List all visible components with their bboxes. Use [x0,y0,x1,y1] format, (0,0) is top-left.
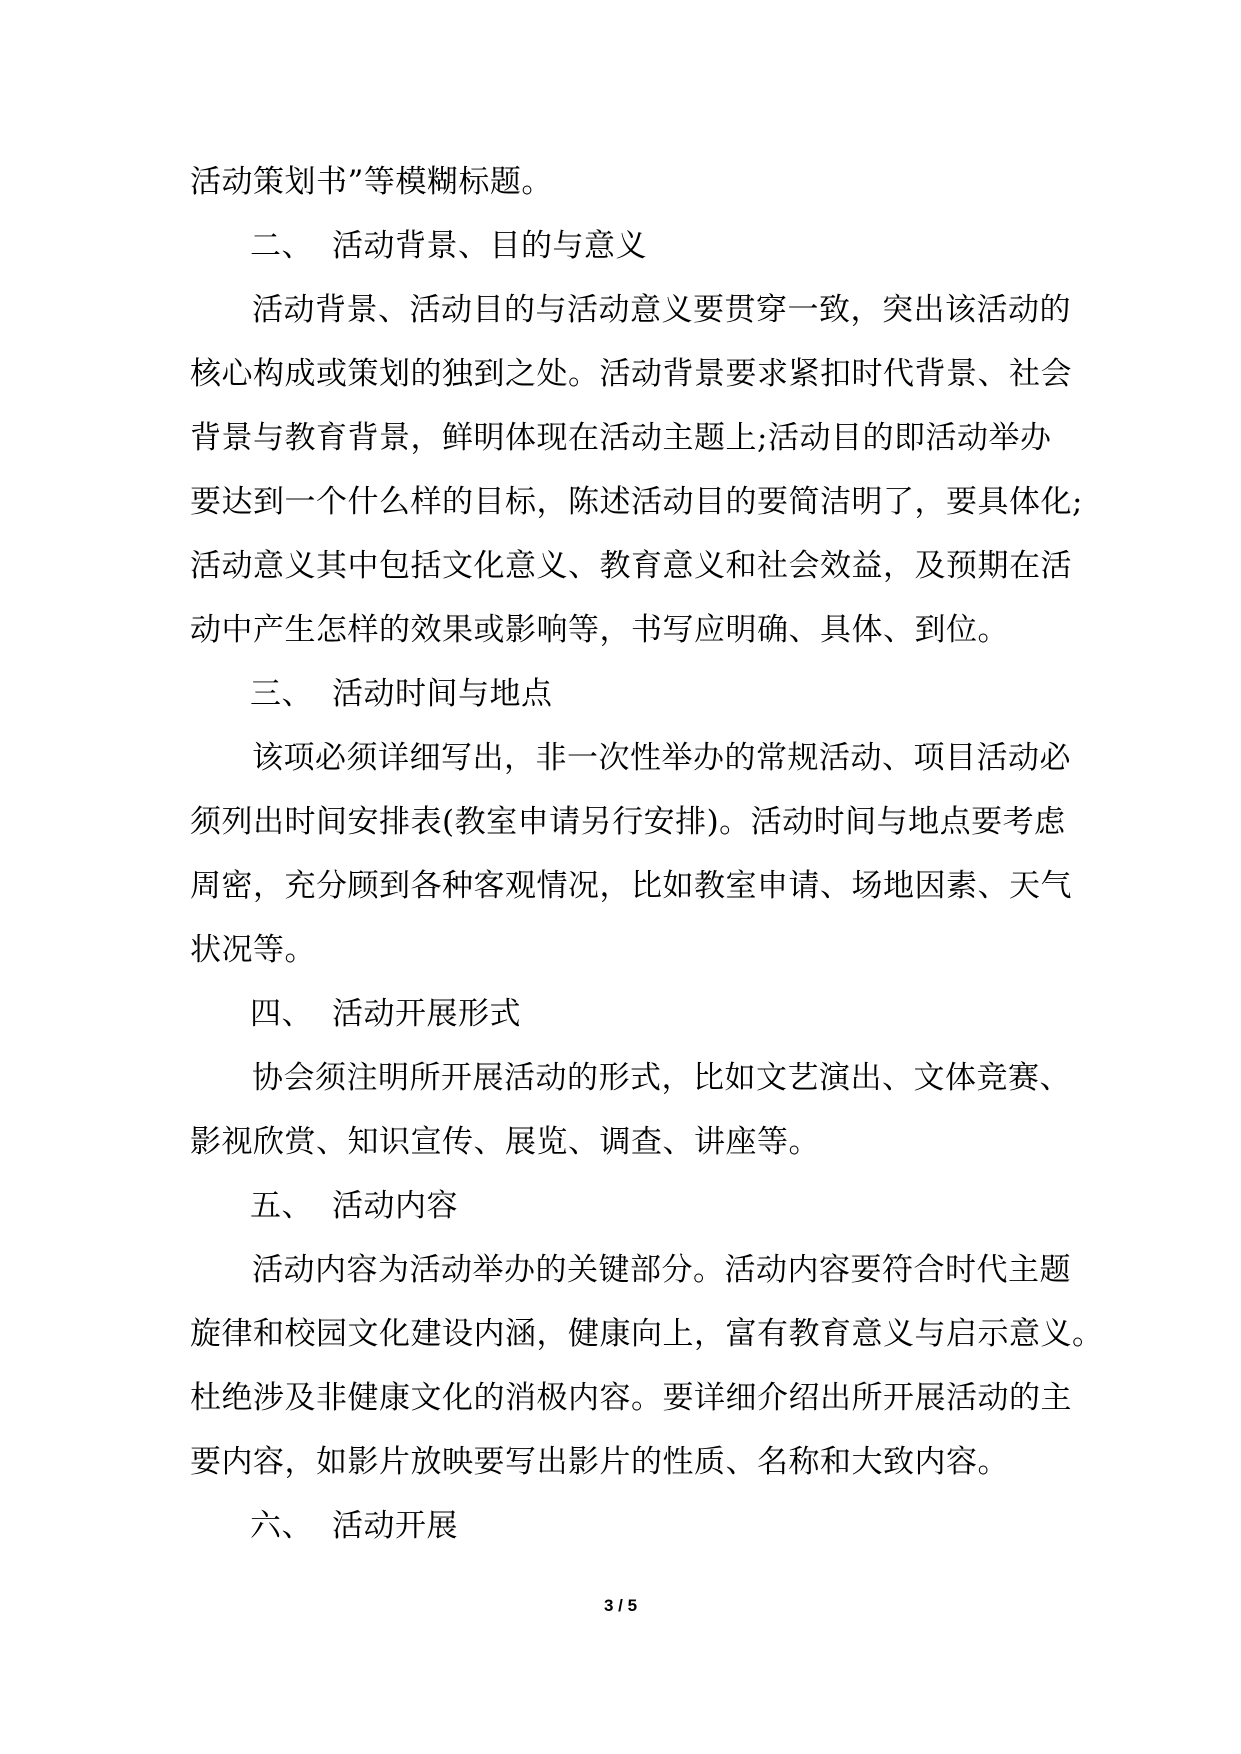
section-number: 二、 [250,228,313,264]
paragraph-line: 杜绝涉及非健康文化的消极内容。要详细介绍出所开展活动的主 [190,1380,1072,1416]
section-title: 活动开展 [332,1508,458,1544]
section-heading [190,662,1060,726]
section-heading [190,982,1060,1046]
page-number: 3 / 5 [603,1596,638,1615]
section-number: 五、 [250,1188,313,1224]
paragraph-line: 要达到一个什么样的目标，陈述活动目的要简洁明了，要具体化; [190,484,1083,520]
paragraph-line: 该项必须详细写出，非一次性举办的常规活动、项目活动必 [252,740,1071,776]
paragraph-line: 要内容，如影片放映要写出影片的性质、名称和大致内容。 [190,1444,1009,1480]
section-title: 活动开展形式 [332,996,521,1032]
paragraph-line: 活动背景、活动目的与活动意义要贯穿一致，突出该活动的 [252,292,1071,328]
paragraph-line: 周密，充分顾到各种客观情况，比如教室申请、场地因素、天气 [190,868,1072,904]
document-body [190,150,1104,1558]
paragraph-line: 须列出时间安排表(教室申请另行安排)。活动时间与地点要考虑 [190,804,1066,840]
paragraph-line: 影视欣赏、知识宣传、展览、调查、讲座等。 [190,1124,820,1160]
body-line: 活动策划书”等模糊标题。 [190,164,553,200]
paragraph-line: 核心构成或策划的独到之处。活动背景要求紧扣时代背景、社会 [190,356,1072,392]
section-number: 三、 [250,676,313,712]
paragraph-line: 背景与教育背景，鲜明体现在活动主题上;活动目的即活动举办 [190,420,1052,456]
section-heading [190,214,1060,278]
paragraph-line: 活动意义其中包括文化意义、教育意义和社会效益，及预期在活 [190,548,1072,584]
paragraph-line: 活动内容为活动举办的关键部分。活动内容要符合时代主题 [252,1252,1071,1288]
section-number: 四、 [250,996,313,1032]
paragraph-line: 状况等。 [190,932,316,968]
section-heading [190,1174,1060,1238]
paragraph-line: 动中产生怎样的效果或影响等，书写应明确、具体、到位。 [190,612,1009,648]
paragraph-line: 旋律和校园文化建设内涵，健康向上，富有教育意义与启示意义。 [190,1316,1104,1352]
section-title: 活动内容 [332,1188,458,1224]
section-number: 六、 [250,1508,313,1544]
section-title: 活动时间与地点 [332,676,553,712]
paragraph-line: 协会须注明所开展活动的形式，比如文艺演出、文体竞赛、 [252,1060,1071,1096]
section-title: 活动背景、目的与意义 [332,228,647,264]
section-heading [190,1494,1060,1558]
